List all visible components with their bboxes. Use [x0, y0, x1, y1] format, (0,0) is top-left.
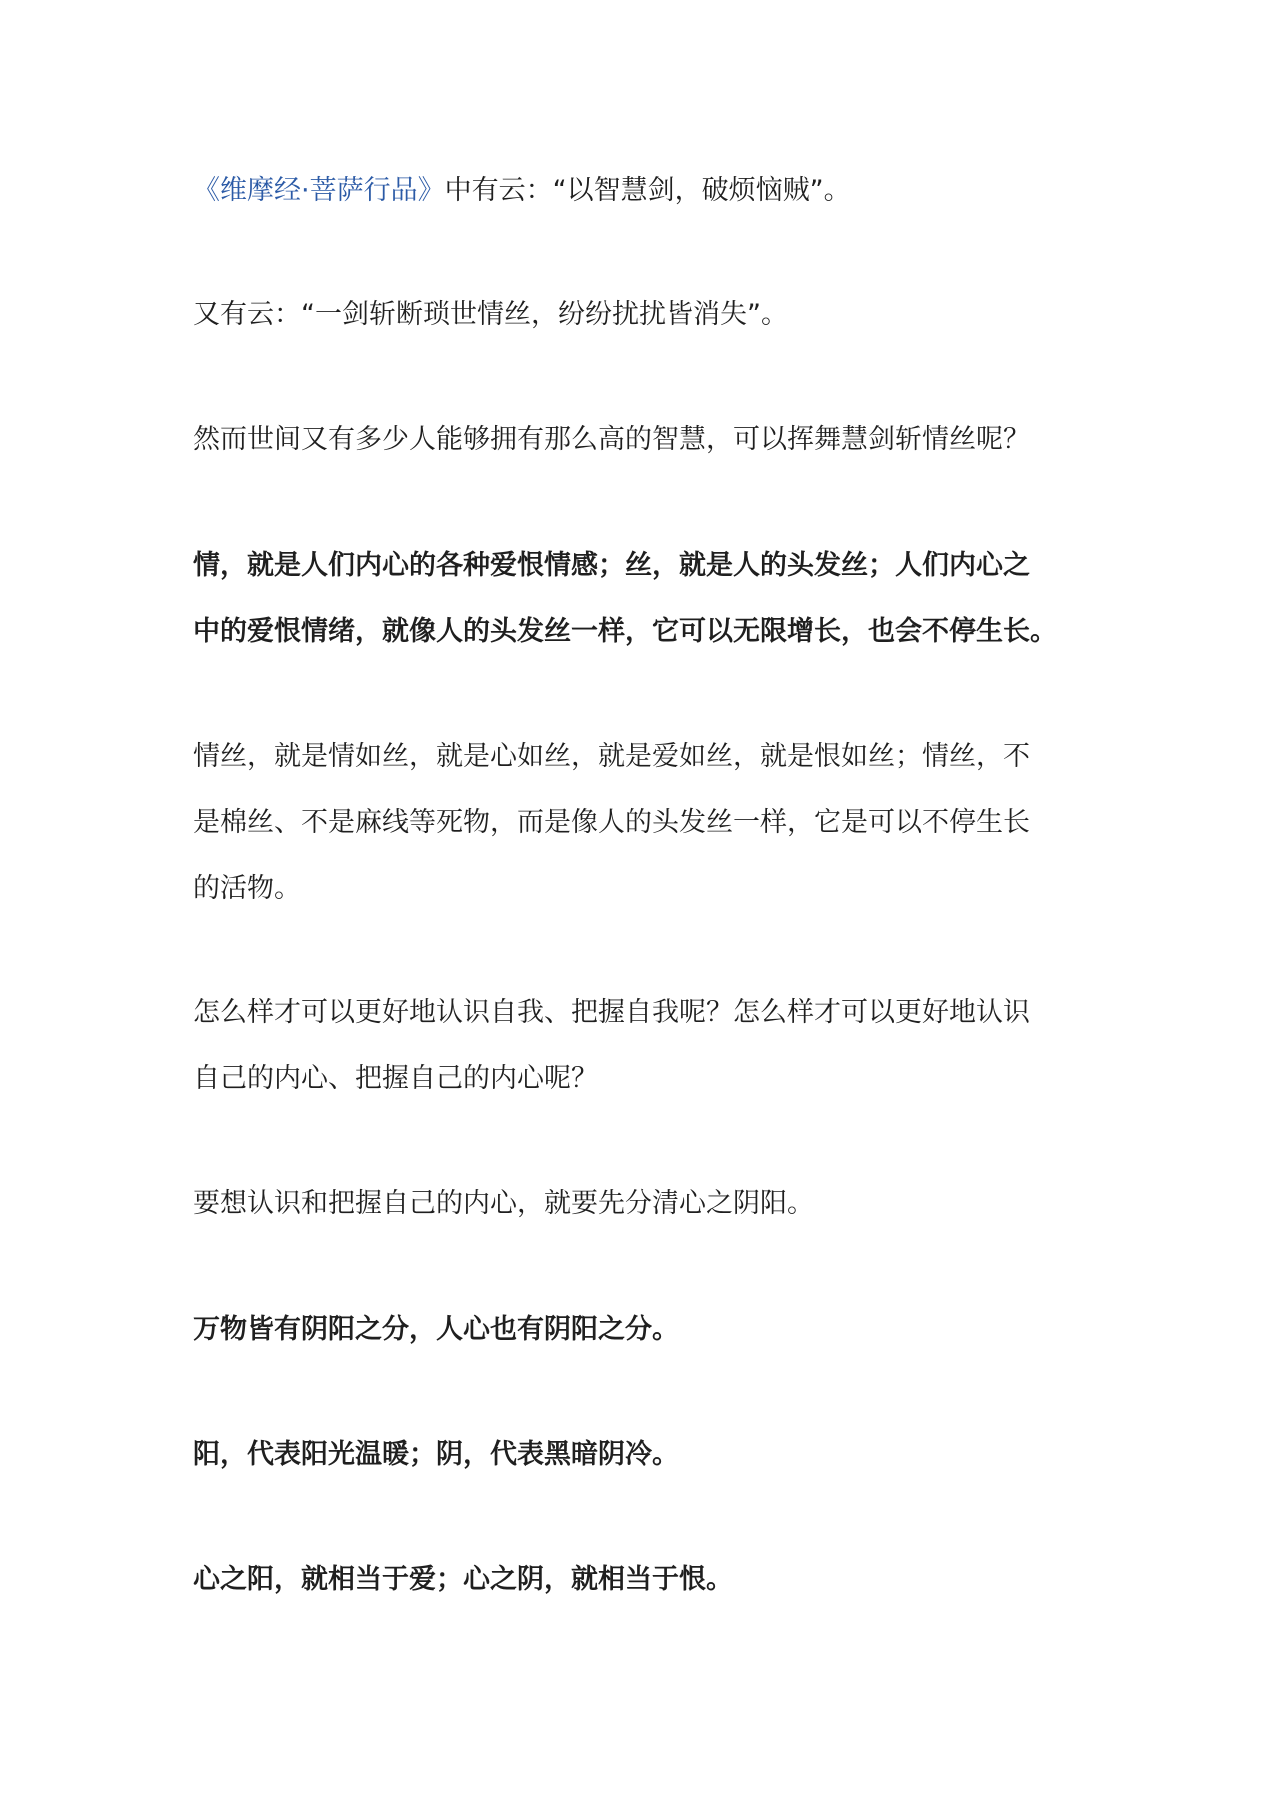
paragraph-text: 中有云：“以智慧剑，破烦恼贼”。: [444, 175, 851, 206]
paragraph-line: 怎么样才可以更好地认识自我、把握自我呢？怎么样才可以更好地认识: [193, 997, 1030, 1028]
paragraph-bold-definition: [193, 533, 1093, 665]
paragraph-line: 的活物。: [193, 873, 301, 904]
paragraph-line: 情丝，就是情如丝，就是心如丝，就是爱如丝，就是恨如丝；情丝，不: [193, 741, 1030, 772]
paragraph-line: 情，就是人们内心的各种爱恨情感；丝，就是人的头发丝；人们内心之: [193, 550, 1030, 581]
paragraph-line: 自己的内心、把握自己的内心呢？: [193, 1063, 598, 1094]
paragraph-quote-vimalakirti: [193, 158, 1093, 224]
paragraph-second-quote: 又有云：“一剑斩断琐世情丝，纷纷扰扰皆消失”。: [193, 299, 788, 330]
paragraph-yin-yang-intro: 要想认识和把握自己的内心，就要先分清心之阴阳。: [193, 1188, 814, 1219]
paragraph-self-question: [193, 980, 1093, 1112]
paragraph-bold-yang-yin-meaning: 阳，代表阳光温暖；阴，代表黑暗阴冷。: [193, 1439, 679, 1470]
paragraph-bold-love-hate: 心之阳，就相当于爱；心之阴，就相当于恨。: [193, 1564, 733, 1595]
paragraph-line: 中的爱恨情绪，就像人的头发丝一样，它可以无限增长，也会不停生长。: [193, 616, 1057, 647]
paragraph-bold-yin-yang: 万物皆有阴阳之分，人心也有阴阳之分。: [193, 1314, 679, 1345]
sutra-title-link[interactable]: 《维摩经·菩萨行品》: [193, 175, 445, 206]
paragraph-line: 是棉丝、不是麻线等死物，而是像人的头发丝一样，它是可以不停生长: [193, 807, 1030, 838]
paragraph-qingsi-explanation: [193, 724, 1093, 922]
paragraph-question: 然而世间又有多少人能够拥有那么高的智慧，可以挥舞慧剑斩情丝呢？: [193, 424, 1030, 455]
